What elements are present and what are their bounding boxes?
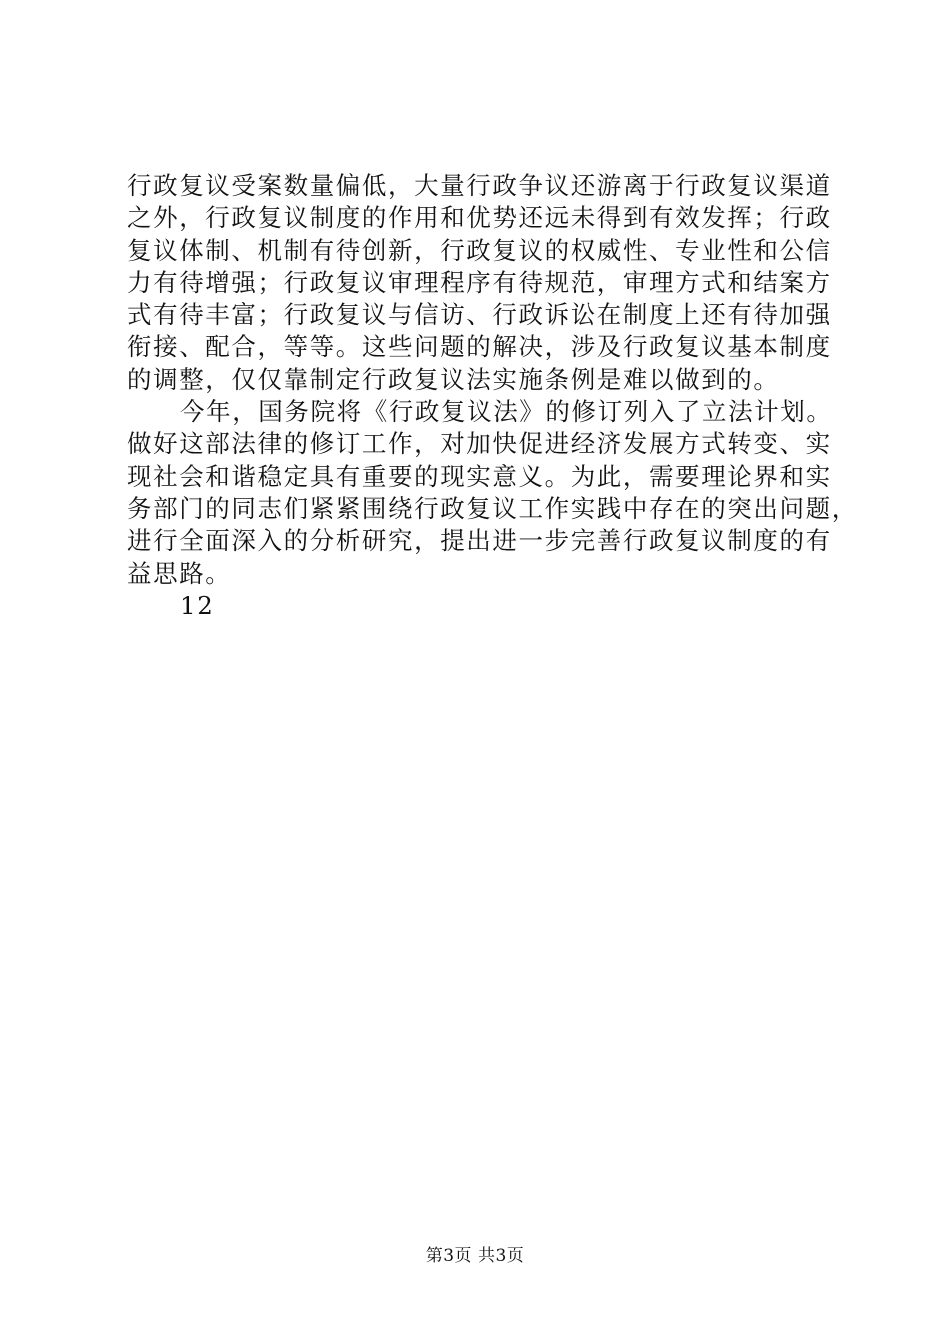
text-line: 复议体制、机制有待创新，行政复议的权威性、专业性和公信 [127, 235, 832, 265]
text-line: 益思路。 [127, 558, 232, 588]
body-text [127, 170, 858, 622]
text-line: 务部门的同志们紧紧围绕行政复议工作实践中存在的突出问题， [127, 493, 858, 523]
text-line: 的调整，仅仅靠制定行政复议法实施条例是难以做到的。 [127, 364, 780, 394]
text-line: 做好这部法律的修订工作，对加快促进经济发展方式转变、实 [127, 429, 832, 459]
text-line: 力有待增强；行政复议审理程序有待规范，审理方式和结案方 [127, 267, 832, 297]
text-line: 现社会和谐稳定具有重要的现实意义。为此，需要理论界和实 [127, 461, 832, 491]
text-line: 之外，行政复议制度的作用和优势还远未得到有效发挥；行政 [127, 203, 832, 233]
text-line: 行政复议受案数量偏低，大量行政争议还游离于行政复议渠道 [127, 171, 832, 200]
page-footer: 第3页 共3页 [425, 1246, 525, 1266]
text-line: 衔接、配合，等等。这些问题的解决，涉及行政复议基本制度 [127, 332, 832, 362]
text-line: 进行全面深入的分析研究，提出进一步完善行政复议制度的有 [127, 526, 832, 556]
paragraph-start-line: 今年，国务院将《行政复议法》的修订列入了立法计划。 [180, 397, 833, 427]
text-line: 式有待丰富；行政复议与信访、行政诉讼在制度上还有待加强 [127, 300, 832, 330]
number-line: 12 [180, 590, 215, 620]
